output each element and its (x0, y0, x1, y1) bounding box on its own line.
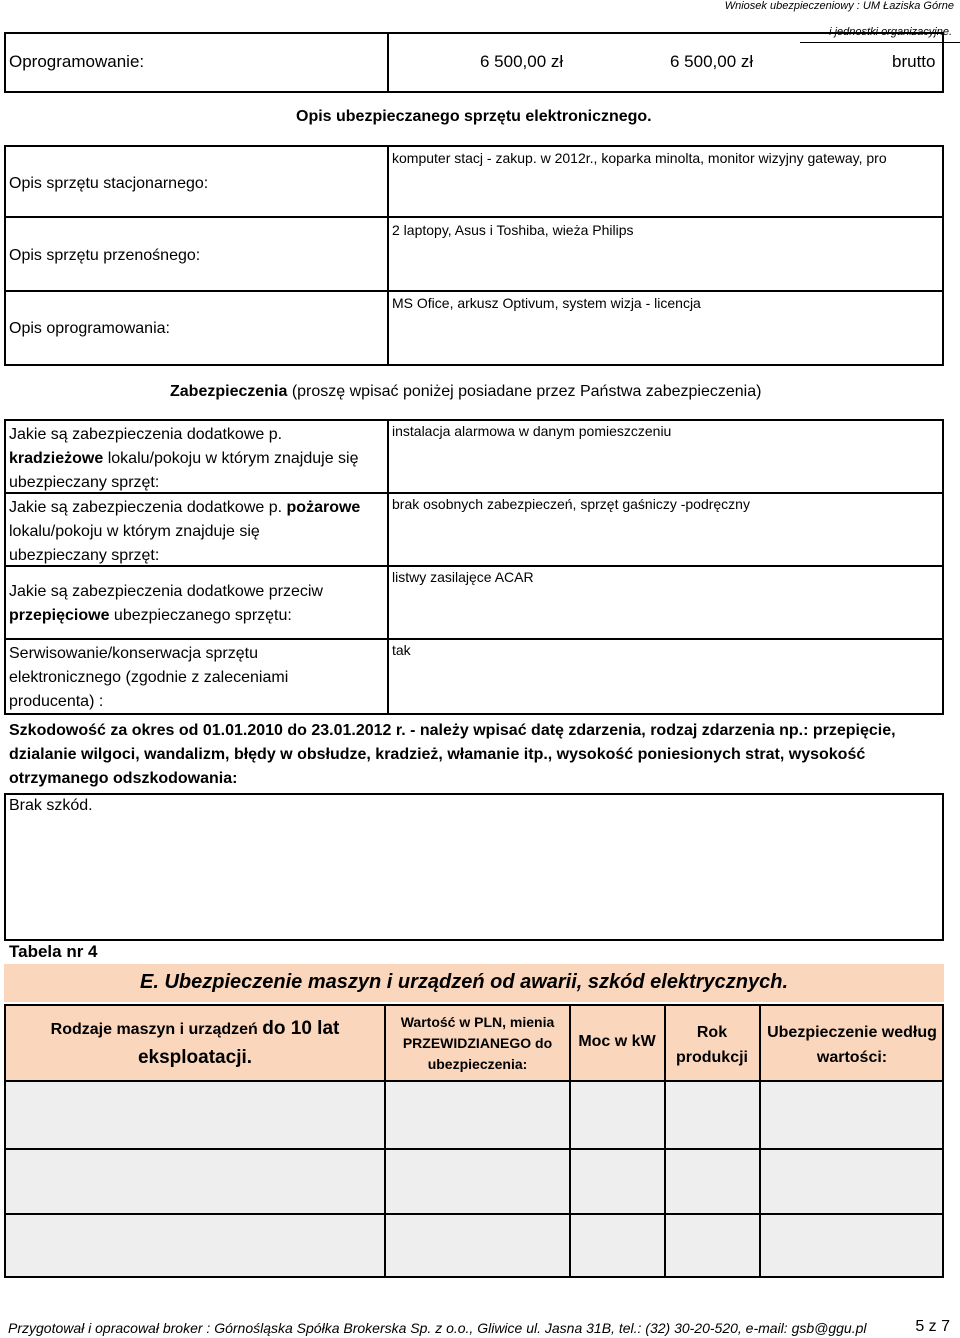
software-unit: brutto (892, 52, 936, 71)
description-row-divider (4, 290, 944, 292)
surge-question: Jakie są zabezpieczenia dodatkowe przeciw przepięciowe ubezpieczanego sprzętu: (9, 583, 323, 624)
software-row (4, 32, 944, 93)
software-value-1: 6 500,00 zł (480, 52, 564, 71)
document-subtitle: i jednostki organizacyjne. (829, 26, 952, 38)
fire-question: Jakie są zabezpieczenia dodatkowe p. pożarowe lokalu/pokoju w którym znajduje się ubezpieczany sprzęt: (9, 499, 361, 564)
table4-col-divider (664, 1082, 666, 1278)
col-value-pln: Wartość w PLN, mienia PRZEWIDZIANEGO do ubezpieczenia: (400, 1014, 555, 1072)
footer-text: Przygotował i opracował broker : Górnośląska Spółka Brokerska Sp. z o.o., Gliwice ul. Jasna 31B, tel.: (32) 30-20-520, e-mail: gsb@ggu.pl (8, 1320, 867, 1336)
damages-answer: Brak szkód. (9, 797, 93, 814)
software-label: Oprogramowanie: (9, 52, 145, 71)
theft-question: Jakie są zabezpieczenia dodatkowe p. kradzieżowe lokalu/pokoju w którym znajduje się ubezpieczany sprzęt: (9, 426, 359, 491)
surge-answer: listwy zasilajęce ACAR (392, 569, 534, 585)
security-col-divider (387, 419, 389, 715)
description-heading: Opis ubezpieczanego sprzętu elektronicznego. (296, 108, 652, 125)
table4-row-divider (4, 1148, 944, 1150)
software-value-2: 6 500,00 zł (670, 52, 754, 71)
security-row-divider (4, 638, 944, 640)
damages-question: Szkodowość za okres od 01.01.2010 do 23.01.2012 r. - należy wpisać datę zdarzenia, rodzaj zdarzenia np.: przepięcie, dzialanie wilgoci, wandalizm, błędy w obsłudze, kradzież, włamanie itp., wysokość poniesionych strat, wysokość otrzymanego odszkodowania: (9, 722, 896, 787)
damages-answer-box (4, 793, 944, 941)
stationary-label: Opis sprzętu stacjonarnego: (9, 175, 209, 192)
portable-label: Opis sprzętu przenośnego: (9, 247, 201, 264)
table4-body (4, 1082, 944, 1278)
document-title: Wniosek ubezpieczeniowy : UM Łaziska Górne (724, 0, 954, 12)
description-row-divider (4, 216, 944, 218)
col-production-year: Rok produkcji (675, 1024, 748, 1066)
table4-title: E. Ubezpieczenie maszyn i urządzeń od awarii, szkód elektrycznych. (140, 971, 788, 993)
stationary-value: komputer stacj - zakup. w 2012r., koparka minolta, monitor wizyjny gateway, pro (392, 150, 887, 166)
fire-answer: brak osobnych zabezpieczeń, sprzęt gaśniczy -podręczny (392, 496, 750, 512)
table4-col-divider (569, 1082, 571, 1278)
col-machine-types: Rodzaje maszyn i urządzeń do 10 lat eksploatacji. (50, 1018, 340, 1068)
security-heading: Zabezpieczenia (proszę wpisać poniżej posiadane przez Państwa zabezpieczenia) (170, 383, 762, 400)
service-question: Serwisowanie/konserwacja sprzętu elektronicznego (zgodnie z zaleceniami producenta) : (9, 645, 289, 710)
page-number: 5 z 7 (915, 1318, 950, 1335)
table4-row-divider (4, 1213, 944, 1215)
description-col-divider (387, 145, 389, 366)
table-label: Tabela nr 4 (9, 942, 98, 961)
portable-value: 2 laptopy, Asus i Toshiba, wieża Philips (392, 222, 634, 238)
software-desc-label: Opis oprogramowania: (9, 320, 170, 337)
software-row-divider (387, 32, 389, 93)
table4-col-divider (384, 1082, 386, 1278)
theft-answer: instalacja alarmowa w danym pomieszczeniu (392, 423, 672, 439)
col-insurance-value: Ubezpieczenie według wartości: (767, 1024, 937, 1066)
table4-col-divider (759, 1082, 761, 1278)
software-desc-value: MS Ofice, arkusz Optivum, system wizja - licencja (392, 295, 701, 311)
col-power-kw: Moc w kW (578, 1033, 656, 1050)
service-answer: tak (392, 642, 411, 658)
